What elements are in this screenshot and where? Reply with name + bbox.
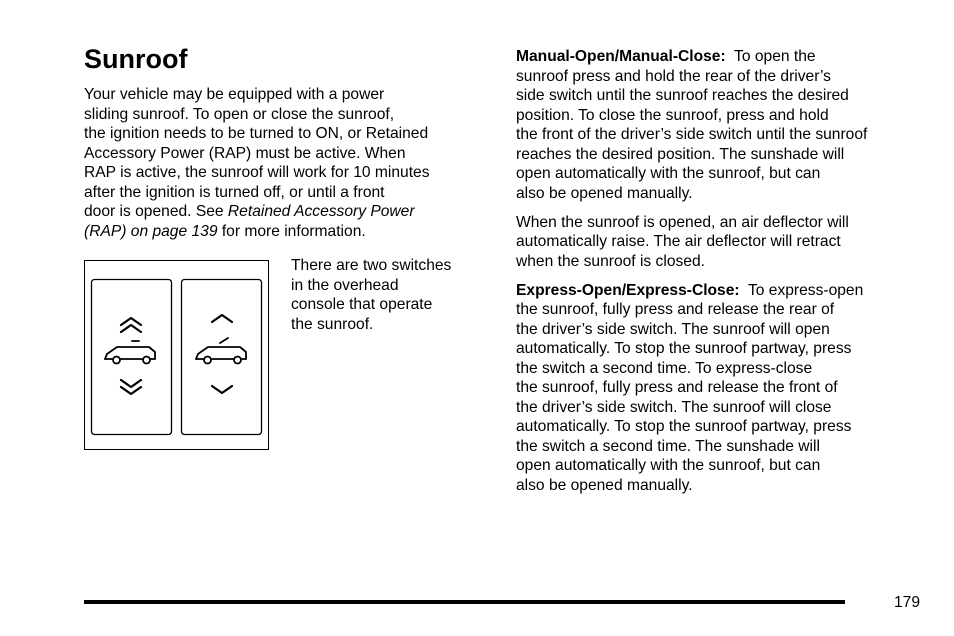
sunroof-switches-figure [84,260,269,450]
switch-desc-line: the sunroof. [291,315,374,333]
manual-line: the front of the driver’s side switch until the sunroof [516,126,868,143]
express-line: the switch a second time. To express-close [516,359,813,377]
express-line: the driver’s side switch. The sunroof will close [516,398,832,416]
manual-line: position. To close the sunroof, press and hold [516,106,829,124]
intro-line: RAP is active, the sunroof will work for 10 minutes [84,164,430,181]
intro-line [84,202,499,222]
express-line: the switch a second time. The sunshade will [516,437,820,455]
page-number: 179 [893,594,920,611]
intro-line: Accessory Power (RAP) must be active. When [84,144,406,162]
manual-line: also be opened manually. [516,184,693,202]
manual-heading: Manual-Open/Manual-Close: [516,48,726,65]
right-column [516,47,928,505]
sunroof-switches-illustration [85,261,267,448]
express-line: the sunroof, fully press and release the rear of [516,301,835,318]
intro-line: after the ignition is turned off, or until a front [84,183,385,201]
rap-page-reference-link[interactable]: (RAP) on page 139 [84,222,218,240]
intro-line: sliding sunroof. To open or close the sunroof, [84,105,395,123]
express-heading: Express-Open/Express-Close: [516,281,740,299]
rap-reference-link[interactable]: Retained Accessory Power [227,203,415,220]
chevron-up-icon [212,315,232,322]
manual-line: side switch until the sunroof reaches the desired [516,87,849,104]
switch-desc-line: in the overhead [291,276,399,294]
chevron-down-icon [212,386,232,393]
express-line: automatically. To stop the sunroof partway, press [516,340,852,357]
switch-description [291,256,491,334]
manual-line: reaches the desired position. The sunshade will [516,145,845,163]
double-chevron-down-icon [121,380,141,394]
deflector-line: automatically raise. The air deflector will retract [516,233,841,250]
intro-line: Your vehicle may be equipped with a power [84,86,385,103]
express-line: open automatically with the sunroof, but can [516,457,821,474]
intro-text: door is opened. See [84,203,228,220]
manual-paragraph [516,47,928,203]
express-line: the driver’s side switch. The sunroof will open [516,320,830,338]
intro-line [84,222,499,242]
express-line: the sunroof, fully press and release the front of [516,379,838,396]
vehicle-sunroof-vent-icon [196,338,246,364]
footer-rule [84,600,845,604]
intro-text: for more information. [217,222,366,240]
double-chevron-up-icon [121,318,141,332]
passenger-side-switch [182,280,262,435]
switch-desc-line: There are two switches [291,257,452,274]
manual-line: open automatically with the sunroof, but can [516,165,821,182]
manual-text: To open the [725,48,816,65]
manual-line [516,47,928,67]
section-title: Sunroof [84,44,188,74]
vehicle-sunroof-icon [105,341,155,364]
switch-desc-line: console that operate [291,296,433,313]
express-line: automatically. To stop the sunroof partway, press [516,418,852,435]
express-line [516,281,928,301]
express-paragraph [516,281,928,496]
intro-paragraph [84,85,499,241]
manual-line: sunroof press and hold the rear of the driver’s [516,67,831,85]
express-text: To express-open [739,281,864,299]
deflector-line: when the sunroof is closed. [516,252,705,270]
intro-line: the ignition needs to be turned to ON, or Retained [84,125,429,142]
deflector-line: When the sunroof is opened, an air deflector will [516,213,849,231]
deflector-paragraph [516,213,928,272]
express-line: also be opened manually. [516,476,693,494]
driver-side-switch [92,280,172,435]
